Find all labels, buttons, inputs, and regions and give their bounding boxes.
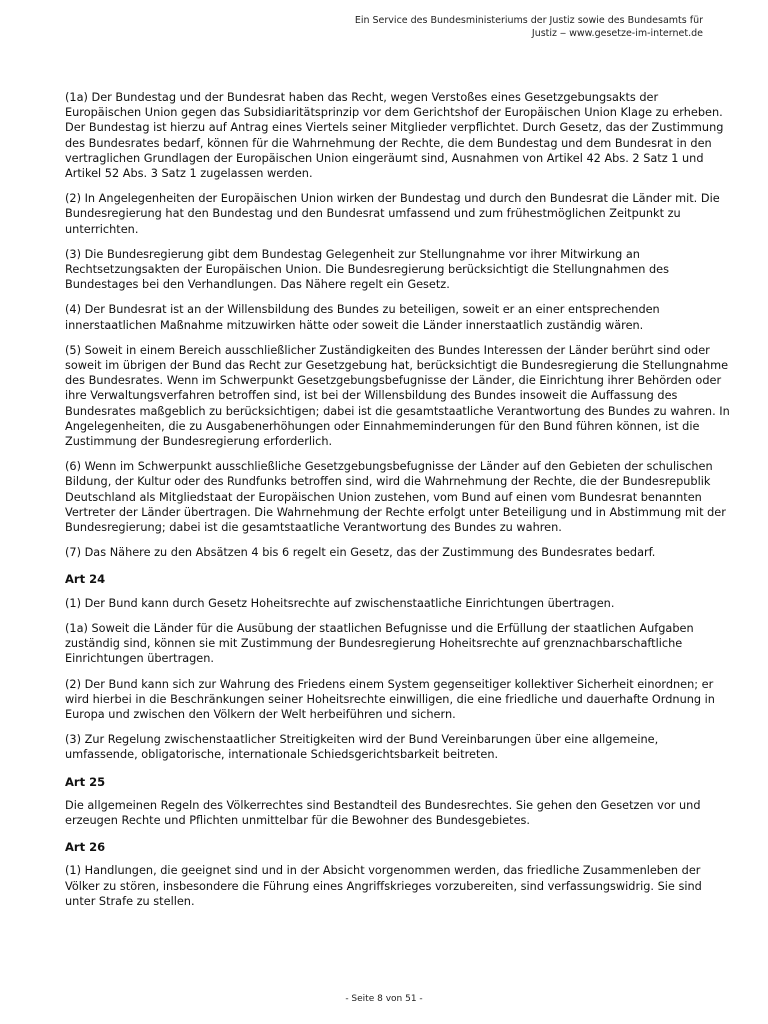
paragraph-5: (5) Soweit in einem Bereich ausschließlicher Zuständigkeiten des Bundes Interessen der Länder berührt sind oder soweit im übrigen der Bund das Recht zur Gesetzgebung hat, berücksichtigt die Bundesregierung die Stellungnahme des Bundesrates. Wenn im Schwerpunkt Gesetzgebungsbefugnisse der Länder, die Einrichtung ihrer Behörden oder ihre Verwaltungsverfahren betroffen sind, ist bei der Willensbildung des Bundes insoweit die Auffassung des Bundesrates maßgeblich zu berücksichtigen; dabei ist die gesamtstaatliche Verantwortung des Bundes zu wahren. In Angelegenheiten, die zu Ausgabenerhöhungen oder Einnahmeminderungen für den Bund führen können, ist die Zustimmung der Bundesregierung erforderlich. — [65, 343, 730, 449]
paragraph-2: (2) In Angelegenheiten der Europäischen Union wirken der Bundestag und durch den Bundesrat die Länder mit. Die Bundesregierung hat den Bundestag und den Bundesrat umfassend und zum frühestmöglichen Zeitpunkt zu unterrichten. — [65, 192, 720, 236]
paragraph-1a: (1a) Der Bundestag und der Bundesrat haben das Recht, wegen Verstoßes eines Gesetzgebungsakts der Europäischen Union gegen das Subsidiaritätsprinzip vor dem Gerichtshof der Europäischen Union Klage zu erheben. Der Bundestag ist hierzu auf Antrag eines Viertels seiner Mitglieder verpflichtet. Durch Gesetz, das der Zustimmung des Bundesrates bedarf, können für die Wahrnehmung der Rechte, die dem Bundestag und dem Bundesrat in den vertraglichen Grundlagen der Europäischen Union eingeräumt sind, Ausnahmen von Artikel 42 Abs. 2 Satz 1 und Artikel 52 Abs. 3 Satz 1 zugelassen werden. — [65, 91, 724, 181]
page-number: - Seite 8 von 51 - — [345, 994, 423, 1004]
article-heading-24: Art 24 — [65, 572, 106, 587]
paragraph-3: (3) Die Bundesregierung gibt dem Bundestag Gelegenheit zur Stellungnahme vor ihrer Mitwirkung an Rechtsetzungsakten der Europäischen Union. Die Bundesregierung berücksichtigt die Stellungnahmen des Bundestages bei den Verhandlungen. Das Nähere regelt ein Gesetz. — [65, 247, 669, 292]
art25-paragraph: Die allgemeinen Regeln des Völkerrechtes sind Bestandteil des Bundesrechtes. Sie gehen den Gesetzen vor und erzeugen Rechte und Pflichten unmittelbar für die Bewohner des Bundesgebietes. — [65, 798, 701, 827]
paragraph-4: (4) Der Bundesrat ist an der Willensbildung des Bundes zu beteiligen, soweit er an einer entsprechenden innerstaatlichen Maßnahme mitzuwirken hätte oder soweit die Länder innerstaatlich zuständig wären. — [65, 303, 660, 332]
art26-paragraph-1: (1) Handlungen, die geeignet sind und in der Absicht vorgenommen werden, das friedliche Zusammenleben der Völker zu stören, insbesondere die Führung eines Angriffskrieges vorzubereiten, sind verfassungswidrig. Sie sind unter Strafe zu stellen. — [65, 864, 702, 908]
page-header — [283, 15, 703, 40]
art24-paragraph-3: (3) Zur Regelung zwischenstaatlicher Streitigkeiten wird der Bund Vereinbarungen über eine allgemeine, umfassende, obligatorische, internationale Schiedsgerichtsbarkeit beitreten. — [65, 733, 659, 762]
art24-paragraph-1: (1) Der Bund kann durch Gesetz Hoheitsrechte auf zwischenstaatliche Einrichtungen übertragen. — [65, 596, 615, 610]
article-heading-26: Art 26 — [65, 840, 106, 855]
art24-paragraph-1a: (1a) Soweit die Länder für die Ausübung der staatlichen Befugnisse und die Erfüllung der staatlichen Aufgaben zuständig sind, können sie mit Zustimmung der Bundesregierung Hoheitsrechte auf grenznachbarschaftliche Einrichtungen übertragen. — [65, 621, 694, 666]
paragraph-7: (7) Das Nähere zu den Absätzen 4 bis 6 regelt ein Gesetz, das der Zustimmung des Bundesrates bedarf. — [65, 546, 656, 560]
header-line-1: Ein Service des Bundesministeriums der Justiz sowie des Bundesamts für — [354, 15, 703, 26]
article-heading-25: Art 25 — [65, 774, 106, 789]
paragraph-6: (6) Wenn im Schwerpunkt ausschließliche Gesetzgebungsbefugnisse der Länder auf den Gebieten der schulischen Bildung, der Kultur oder des Rundfunks betroffen sind, wird die Wahrnehmung der Rechte, die der Bundesrepublik Deutschland als Mitgliedstaat der Europäischen Union zustehen, vom Bund auf einen vom Bundesrat benannten Vertreter der Länder übertragen. Die Wahrnehmung der Rechte erfolgt unter Beteiligung und in Abstimmung mit der Bundesregierung; dabei ist die gesamtstaatliche Verantwortung des Bundes zu wahren. — [65, 460, 726, 535]
art24-paragraph-2: (2) Der Bund kann sich zur Wahrung des Friedens einem System gegenseitiger kollektiver Sicherheit einordnen; er wird hierbei in die Beschränkungen seiner Hoheitsrechte einwilligen, die eine friedliche und dauerhafte Ordnung in Europa und zwischen den Völkern der Welt herbeiführen und sichern. — [65, 677, 715, 721]
header-line-2: Justiz ‒ www.gesetze-im-internet.de — [531, 27, 703, 39]
document-body — [65, 90, 730, 919]
